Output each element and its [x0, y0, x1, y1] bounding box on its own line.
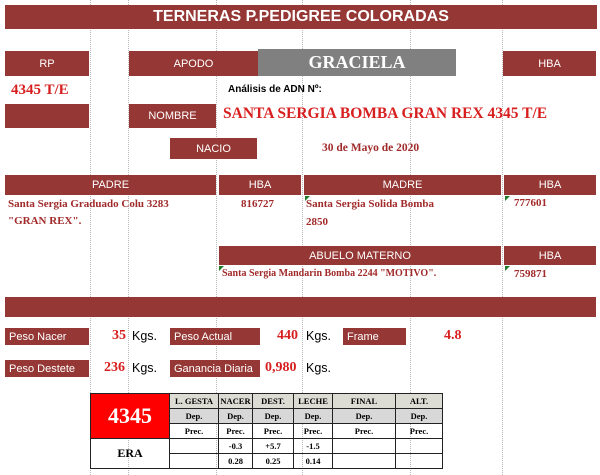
- era-dep-cell: -0.3: [219, 439, 253, 454]
- peso-nacer-unit: Kgs.: [132, 329, 158, 343]
- era-prec-cell: [170, 454, 219, 469]
- hba-label: HBA: [503, 51, 596, 76]
- padre-name-line2: "GRAN REX".: [8, 215, 82, 227]
- era-dep-cell: -1.5: [294, 439, 333, 454]
- dep-label: Dep.: [333, 409, 396, 424]
- peso-nacer-value: 35: [112, 328, 126, 343]
- nacio-label: NACIO: [170, 138, 257, 159]
- padre-hba-label: HBA: [219, 175, 301, 195]
- era-prec-cell: 0.28: [219, 454, 253, 469]
- prec-label: Prec.: [253, 424, 294, 439]
- separator-bar: [5, 297, 596, 317]
- epd-header: FINAL: [333, 394, 396, 409]
- madre-hba-label: HBA: [504, 175, 596, 195]
- prec-label: Prec.: [333, 424, 396, 439]
- padre-name: Santa Sergia Graduado Colu 3283: [8, 198, 169, 210]
- prec-label: Prec.: [294, 424, 333, 439]
- era-prec-cell: 0.14: [294, 454, 333, 469]
- rp-value: 4345 T/E: [11, 82, 69, 98]
- epd-header: DEST.: [253, 394, 294, 409]
- dep-label: Dep.: [219, 409, 253, 424]
- prec-label: Prec.: [170, 424, 219, 439]
- cell-comment-marker: [505, 196, 510, 201]
- ganancia-diaria-value: 0,980: [265, 360, 297, 375]
- madre-name: Santa Sergia Solida Bomba: [306, 198, 435, 210]
- abuelo-materno-value: Santa Sergia Mandarin Bomba 2244 "MOTIVO".: [222, 268, 437, 279]
- page-title: TERNERAS P.PEDIGREE COLORADAS: [5, 5, 597, 29]
- apodo-value: GRACIELA: [258, 49, 456, 76]
- cell-comment-marker: [505, 266, 510, 271]
- madre-name-line2: 2850: [306, 216, 328, 228]
- peso-destete-label: Peso Destete: [5, 360, 89, 377]
- era-dep-cell: [170, 439, 219, 454]
- nombre-value: SANTA SERGIA BOMBA GRAN REX 4345 T/E: [223, 105, 548, 122]
- era-prec-cell: [396, 454, 443, 469]
- madre-label: MADRE: [304, 175, 501, 195]
- abuelo-hba: 759871: [514, 268, 547, 280]
- era-dep-cell: [333, 439, 396, 454]
- era-dep-cell: +5.7: [253, 439, 294, 454]
- frame-label: Frame: [343, 328, 406, 345]
- peso-actual-value: 440: [277, 328, 298, 343]
- dep-label: Dep.: [170, 409, 219, 424]
- ganancia-diaria-unit: Kgs.: [306, 361, 332, 375]
- abuelo-materno-label: ABUELO MATERNO: [219, 246, 501, 265]
- prec-label: Prec.: [219, 424, 253, 439]
- dep-label: Dep.: [396, 409, 443, 424]
- era-label: ERA: [91, 439, 170, 469]
- adn-label: Análisis de ADN Nº:: [228, 84, 322, 95]
- peso-destete-unit: Kgs.: [132, 361, 158, 375]
- madre-hba: 777601: [514, 197, 547, 209]
- padre-hba: 816727: [241, 198, 274, 210]
- peso-actual-label: Peso Actual: [170, 328, 260, 345]
- epd-table: [90, 393, 443, 469]
- prec-label: Prec.: [396, 424, 443, 439]
- apodo-label: APODO: [129, 51, 258, 76]
- nacio-value: 30 de Mayo de 2020: [322, 142, 420, 154]
- frame-value: 4.8: [444, 328, 462, 343]
- epd-header: LECHE: [294, 394, 333, 409]
- nombre-label: NOMBRE: [129, 104, 216, 128]
- peso-actual-unit: Kgs.: [306, 329, 332, 343]
- rp-badge: 4345: [91, 394, 170, 439]
- ganancia-diaria-label: Ganancia Diaria: [170, 360, 260, 377]
- abuelo-hba-label: HBA: [504, 246, 596, 265]
- padre-label: PADRE: [5, 175, 216, 195]
- epd-header: ALT.: [396, 394, 443, 409]
- rp-label: RP: [5, 51, 89, 76]
- dep-label: Dep.: [253, 409, 294, 424]
- peso-nacer-label: Peso Nacer: [5, 328, 89, 345]
- epd-header: L. GESTA: [170, 394, 219, 409]
- peso-destete-value: 236: [104, 360, 125, 375]
- dep-label: Dep.: [294, 409, 333, 424]
- empty-cell: [5, 104, 89, 128]
- era-prec-cell: 0.25: [253, 454, 294, 469]
- era-prec-cell: [333, 454, 396, 469]
- era-dep-cell: [396, 439, 443, 454]
- epd-header: NACER: [219, 394, 253, 409]
